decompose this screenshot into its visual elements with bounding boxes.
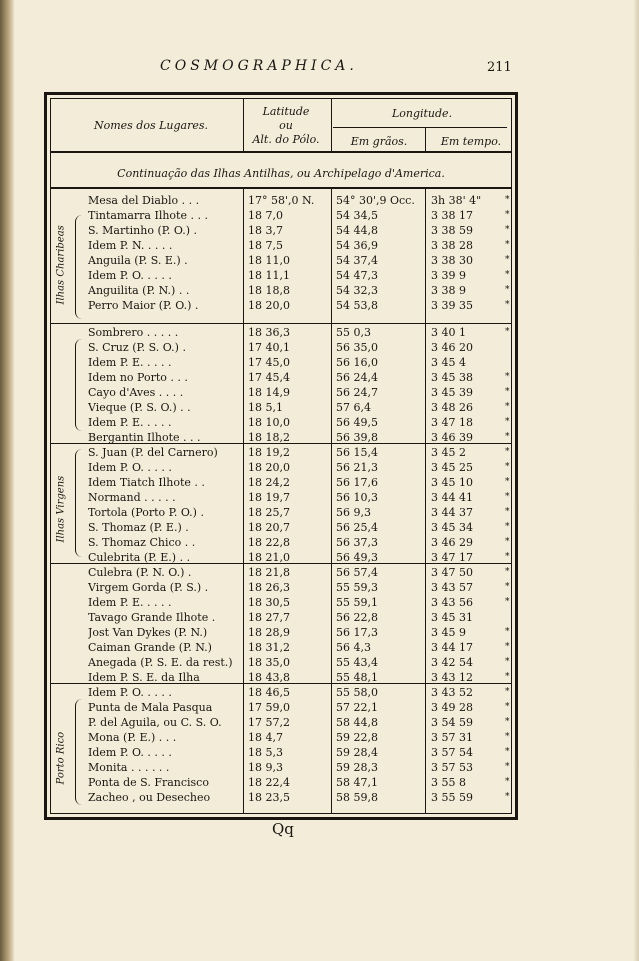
place-name: Idem P. O. . . . . [88, 746, 172, 759]
place-name: Anguila (P. S. E.) . [88, 254, 188, 267]
longitude-degrees-value: 56 37,3 [336, 536, 378, 549]
longitude-time-value: 3 45 9 [431, 626, 466, 639]
longitude-time-value: 3 45 25 [431, 461, 473, 474]
longitude-degrees-value: 59 22,8 [336, 731, 378, 744]
column-header-latitude-ou: ou [279, 119, 293, 132]
table-row [51, 655, 511, 670]
table-row [51, 298, 511, 313]
latitude-value: 18 11,1 [248, 269, 290, 282]
longitude-time-value: 3 45 10 [431, 476, 473, 489]
longitude-degrees-value: 56 39,8 [336, 431, 378, 444]
longitude-time-value: 3 46 29 [431, 536, 473, 549]
longitude-degrees-value: 55 0,3 [336, 326, 371, 339]
latitude-value: 18 11,0 [248, 254, 290, 267]
star-mark: * [505, 732, 510, 742]
longitude-time-value: 3 48 26 [431, 401, 473, 414]
longitude-time-value: 3 44 37 [431, 506, 473, 519]
table-row [51, 340, 511, 355]
star-mark: * [505, 657, 510, 667]
table-row [51, 505, 511, 520]
table-row [51, 253, 511, 268]
longitude-time-value: 3 54 59 [431, 716, 473, 729]
longitude-time-value: 3 44 41 [431, 491, 473, 504]
column-header-em-graos: Em grãos. [350, 135, 408, 148]
table-row [51, 610, 511, 625]
place-name: S. Thomaz (P. E.) . [88, 521, 189, 534]
longitude-degrees-value: 56 21,3 [336, 461, 378, 474]
longitude-time-value: 3 44 17 [431, 641, 473, 654]
place-name: Ponta de S. Francisco [88, 776, 209, 789]
place-name: S. Cruz (P. S. O.) . [88, 341, 186, 354]
star-mark: * [505, 687, 510, 697]
coordinates-table [44, 92, 518, 820]
table-row [51, 565, 511, 580]
header-divider [331, 99, 332, 151]
longitude-time-value: 3 42 54 [431, 656, 473, 669]
latitude-value: 18 21,8 [248, 566, 290, 579]
table-subtitle: Continuação das Ilhas Antilhas, ou Archipelago d'America. [117, 167, 445, 180]
place-name: Idem no Porto . . . [88, 371, 188, 384]
table-inner-frame [50, 98, 512, 814]
star-mark: * [505, 537, 510, 547]
table-row [51, 775, 511, 790]
table-row [51, 268, 511, 283]
star-mark: * [505, 642, 510, 652]
header-divider [243, 99, 244, 151]
longitude-degrees-value: 54 34,5 [336, 209, 378, 222]
star-mark: * [505, 747, 510, 757]
longitude-time-value: 3 38 17 [431, 209, 473, 222]
table-row [51, 490, 511, 505]
longitude-time-value: 3 45 4 [431, 356, 466, 369]
latitude-value: 17° 58',0 N. [248, 194, 315, 207]
table-row [51, 430, 511, 445]
longitude-time-value: 3 38 9 [431, 284, 466, 297]
longitude-time-value: 3 57 54 [431, 746, 473, 759]
longitude-degrees-value: 55 43,4 [336, 656, 378, 669]
star-mark: * [505, 792, 510, 802]
longitude-degrees-value: 54 36,9 [336, 239, 378, 252]
latitude-value: 18 10,0 [248, 416, 290, 429]
subtitle-rule [51, 187, 511, 189]
longitude-degrees-value: 57 6,4 [336, 401, 371, 414]
section-separator [51, 323, 511, 324]
book-spine-shadow [0, 0, 14, 961]
longitude-time-value: 3 40 1 [431, 326, 466, 339]
latitude-value: 18 5,3 [248, 746, 283, 759]
longitude-time-value: 3 47 50 [431, 566, 473, 579]
table-row [51, 385, 511, 400]
longitude-degrees-value: 54 47,3 [336, 269, 378, 282]
table-row [51, 475, 511, 490]
longitude-degrees-value: 56 17,3 [336, 626, 378, 639]
longitude-time-value: 3 55 8 [431, 776, 466, 789]
longitude-degrees-value: 54° 30',9 Occ. [336, 194, 415, 207]
place-name: Idem P. E. . . . . [88, 596, 172, 609]
longitude-degrees-value: 55 58,0 [336, 686, 378, 699]
latitude-value: 18 43,8 [248, 671, 290, 684]
latitude-value: 17 59,0 [248, 701, 290, 714]
star-mark: * [505, 672, 510, 682]
place-name: Idem P. E. . . . . [88, 356, 172, 369]
table-row [51, 745, 511, 760]
group-label-porto-rico: Porto Rico [55, 731, 67, 785]
longitude-degrees-value: 56 10,3 [336, 491, 378, 504]
place-name: Sombrero . . . . . [88, 326, 179, 339]
longitude-degrees-value: 56 57,4 [336, 566, 378, 579]
latitude-value: 18 5,1 [248, 401, 283, 414]
place-name: Perro Maior (P. O.) . [88, 299, 199, 312]
table-row [51, 208, 511, 223]
star-mark: * [505, 777, 510, 787]
table-row [51, 223, 511, 238]
latitude-value: 18 46,5 [248, 686, 290, 699]
table-row [51, 700, 511, 715]
place-name: S. Martinho (P. O.) . [88, 224, 198, 237]
place-name: Caiman Grande (P. N.) [88, 641, 212, 654]
star-mark: * [505, 240, 510, 250]
latitude-value: 18 27,7 [248, 611, 290, 624]
table-row [51, 520, 511, 535]
longitude-time-value: 3 45 39 [431, 386, 473, 399]
star-mark: * [505, 462, 510, 472]
table-row [51, 670, 511, 685]
latitude-value: 18 20,0 [248, 461, 290, 474]
longitude-degrees-value: 56 17,6 [336, 476, 378, 489]
latitude-value: 18 20,7 [248, 521, 290, 534]
place-name: Idem P. O. . . . . [88, 269, 172, 282]
longitude-degrees-value: 59 28,4 [336, 746, 378, 759]
star-mark: * [505, 300, 510, 310]
star-mark: * [505, 225, 510, 235]
latitude-value: 18 36,3 [248, 326, 290, 339]
place-name: P. del Aguila, ou C. S. O. [88, 716, 222, 729]
place-name: Bergantin Ilhote . . . [88, 431, 201, 444]
longitude-degrees-value: 56 25,4 [336, 521, 378, 534]
longitude-time-value: 3 45 31 [431, 611, 473, 624]
star-mark: * [505, 270, 510, 280]
place-name: Tortola (Porto P. O.) . [88, 506, 204, 519]
table-row [51, 580, 511, 595]
longitude-degrees-value: 55 48,1 [336, 671, 378, 684]
place-name: Mesa del Diablo . . . [88, 194, 200, 207]
table-row [51, 535, 511, 550]
longitude-degrees-value: 55 59,1 [336, 596, 378, 609]
place-name: Vieque (P. S. O.) . . [88, 401, 191, 414]
star-mark: * [505, 552, 510, 562]
longitude-degrees-value: 59 28,3 [336, 761, 378, 774]
longitude-degrees-value: 54 44,8 [336, 224, 378, 237]
place-name: Cayo d'Aves . . . . [88, 386, 184, 399]
latitude-value: 18 31,2 [248, 641, 290, 654]
table-row [51, 193, 511, 208]
star-mark: * [505, 372, 510, 382]
latitude-value: 18 21,0 [248, 551, 290, 564]
place-name: Jost Van Dykes (P. N.) [88, 626, 208, 639]
longitude-degrees-value: 56 24,7 [336, 386, 378, 399]
longitude-time-value: 3 38 30 [431, 254, 473, 267]
place-name: Culebra (P. N. O.) . [88, 566, 192, 579]
longitude-degrees-value: 56 49,3 [336, 551, 378, 564]
longitude-degrees-value: 55 59,3 [336, 581, 378, 594]
latitude-value: 18 26,3 [248, 581, 290, 594]
place-name: Normand . . . . . [88, 491, 176, 504]
longitude-time-value: 3 46 39 [431, 431, 473, 444]
longitude-degrees-value: 56 49,5 [336, 416, 378, 429]
table-row [51, 238, 511, 253]
longitude-time-value: 3 43 12 [431, 671, 473, 684]
table-row [51, 370, 511, 385]
latitude-value: 18 35,0 [248, 656, 290, 669]
longitude-time-value: 3 43 52 [431, 686, 473, 699]
place-name: Idem P. N. . . . . [88, 239, 173, 252]
place-name: Idem P. O. . . . . [88, 461, 172, 474]
column-header-latitude: Latitude [262, 105, 310, 118]
place-name: Tintamarra Ilhote . . . [88, 209, 208, 222]
star-mark: * [505, 195, 510, 205]
star-mark: * [505, 387, 510, 397]
group-label-ilhas-virgens: Ilhas Virgens [55, 475, 67, 543]
longitude-time-value: 3 46 20 [431, 341, 473, 354]
star-mark: * [505, 522, 510, 532]
table-row [51, 460, 511, 475]
longitude-degrees-value: 56 4,3 [336, 641, 371, 654]
table-row [51, 445, 511, 460]
place-name: Virgem Gorda (P. S.) . [88, 581, 209, 594]
star-mark: * [505, 582, 510, 592]
table-row [51, 685, 511, 700]
table-row [51, 790, 511, 805]
latitude-value: 17 45,0 [248, 356, 290, 369]
table-row [51, 760, 511, 775]
longitude-degrees-value: 56 24,4 [336, 371, 378, 384]
longitude-degrees-value: 56 16,0 [336, 356, 378, 369]
longitude-degrees-value: 58 59,8 [336, 791, 378, 804]
longitude-degrees-value: 57 22,1 [336, 701, 378, 714]
latitude-value: 18 22,8 [248, 536, 290, 549]
place-name: Tavago Grande Ilhote . [88, 611, 216, 624]
place-name: Idem P. E. . . . . [88, 416, 172, 429]
latitude-value: 18 19,7 [248, 491, 290, 504]
longitude-time-value: 3 45 38 [431, 371, 473, 384]
table-row [51, 355, 511, 370]
latitude-value: 18 9,3 [248, 761, 283, 774]
longitude-degrees-value: 54 32,3 [336, 284, 378, 297]
latitude-value: 18 30,5 [248, 596, 290, 609]
column-header-altitude: Alt. do Pólo. [252, 133, 320, 146]
star-mark: * [505, 597, 510, 607]
latitude-value: 17 45,4 [248, 371, 290, 384]
latitude-value: 18 20,0 [248, 299, 290, 312]
latitude-value: 18 28,9 [248, 626, 290, 639]
page-number: 211 [487, 60, 512, 75]
latitude-value: 18 7,5 [248, 239, 283, 252]
place-name: Culebrita (P. E.) . . [88, 551, 191, 564]
longitude-time-value: 3 39 9 [431, 269, 466, 282]
latitude-value: 18 22,4 [248, 776, 290, 789]
star-mark: * [505, 477, 510, 487]
star-mark: * [505, 447, 510, 457]
place-name: Zacheo , ou Desecheo [88, 791, 211, 804]
table-row [51, 550, 511, 565]
place-name: S. Juan (P. del Carnero) [88, 446, 218, 459]
table-row [51, 283, 511, 298]
latitude-value: 18 7,0 [248, 209, 283, 222]
header-divider [425, 127, 426, 151]
place-name: Mona (P. E.) . . . [88, 731, 177, 744]
longitude-time-value: 3 47 18 [431, 416, 473, 429]
longitude-time-value: 3 55 59 [431, 791, 473, 804]
place-name: Monita . . . . . . [88, 761, 170, 774]
table-row [51, 730, 511, 745]
star-mark: * [505, 255, 510, 265]
latitude-value: 18 14,9 [248, 386, 290, 399]
group-label-ilhas-charibeas: Ilhas Charibeas [55, 225, 67, 305]
longitude-time-value: 3 45 34 [431, 521, 473, 534]
latitude-value: 18 4,7 [248, 731, 283, 744]
longitude-time-value: 3 47 17 [431, 551, 473, 564]
latitude-value: 18 25,7 [248, 506, 290, 519]
star-mark: * [505, 702, 510, 712]
longitude-time-value: 3 39 35 [431, 299, 473, 312]
place-name: Idem P. O. . . . . [88, 686, 172, 699]
star-mark: * [505, 627, 510, 637]
star-mark: * [505, 402, 510, 412]
latitude-value: 18 18,8 [248, 284, 290, 297]
place-name: Anguilita (P. N.) . . [88, 284, 190, 297]
longitude-time-value: 3 43 56 [431, 596, 473, 609]
longitude-degrees-value: 56 9,3 [336, 506, 371, 519]
column-header-longitude: Longitude. [391, 107, 453, 120]
longitude-time-value: 3 43 57 [431, 581, 473, 594]
star-mark: * [505, 327, 510, 337]
table-row [51, 640, 511, 655]
latitude-value: 18 19,2 [248, 446, 290, 459]
table-row [51, 625, 511, 640]
signature-mark: Qq [272, 820, 294, 838]
longitude-degrees-value: 54 53,8 [336, 299, 378, 312]
place-name: Idem Tiatch Ilhote . . [88, 476, 205, 489]
longitude-time-value: 3 57 31 [431, 731, 473, 744]
latitude-value: 18 18,2 [248, 431, 290, 444]
star-mark: * [505, 432, 510, 442]
star-mark: * [505, 567, 510, 577]
longitude-time-value: 3 57 53 [431, 761, 473, 774]
longitude-time-value: 3 38 28 [431, 239, 473, 252]
column-header-names: Nomes dos Lugares. [93, 119, 209, 132]
longitude-degrees-value: 58 44,8 [336, 716, 378, 729]
longitude-underline [333, 127, 507, 128]
longitude-degrees-value: 58 47,1 [336, 776, 378, 789]
longitude-degrees-value: 54 37,4 [336, 254, 378, 267]
longitude-degrees-value: 56 22,8 [336, 611, 378, 624]
place-name: Idem P. S. E. da Ilha [88, 671, 200, 684]
latitude-value: 18 23,5 [248, 791, 290, 804]
latitude-value: 17 40,1 [248, 341, 290, 354]
star-mark: * [505, 492, 510, 502]
place-name: Punta de Mala Pasqua [88, 701, 213, 714]
star-mark: * [505, 762, 510, 772]
longitude-time-value: 3 45 2 [431, 446, 466, 459]
latitude-value: 18 3,7 [248, 224, 283, 237]
star-mark: * [505, 210, 510, 220]
latitude-value: 17 57,2 [248, 716, 290, 729]
longitude-time-value: 3h 38' 4" [431, 194, 482, 207]
table-row [51, 595, 511, 610]
page-edge [633, 0, 639, 961]
star-mark: * [505, 717, 510, 727]
column-header-em-tempo: Em tempo. [440, 135, 502, 148]
longitude-time-value: 3 49 28 [431, 701, 473, 714]
table-row [51, 415, 511, 430]
longitude-degrees-value: 56 35,0 [336, 341, 378, 354]
latitude-value: 18 24,2 [248, 476, 290, 489]
longitude-time-value: 3 38 59 [431, 224, 473, 237]
star-mark: * [505, 417, 510, 427]
table-row [51, 715, 511, 730]
place-name: S. Thomaz Chico . . [88, 536, 196, 549]
star-mark: * [505, 507, 510, 517]
place-name: Anegada (P. S. E. da rest.) [88, 656, 233, 669]
table-row [51, 325, 511, 340]
star-mark: * [505, 285, 510, 295]
running-head: COSMOGRAPHICA. [160, 58, 358, 74]
header-rule [51, 151, 511, 153]
table-row [51, 400, 511, 415]
longitude-degrees-value: 56 15,4 [336, 446, 378, 459]
